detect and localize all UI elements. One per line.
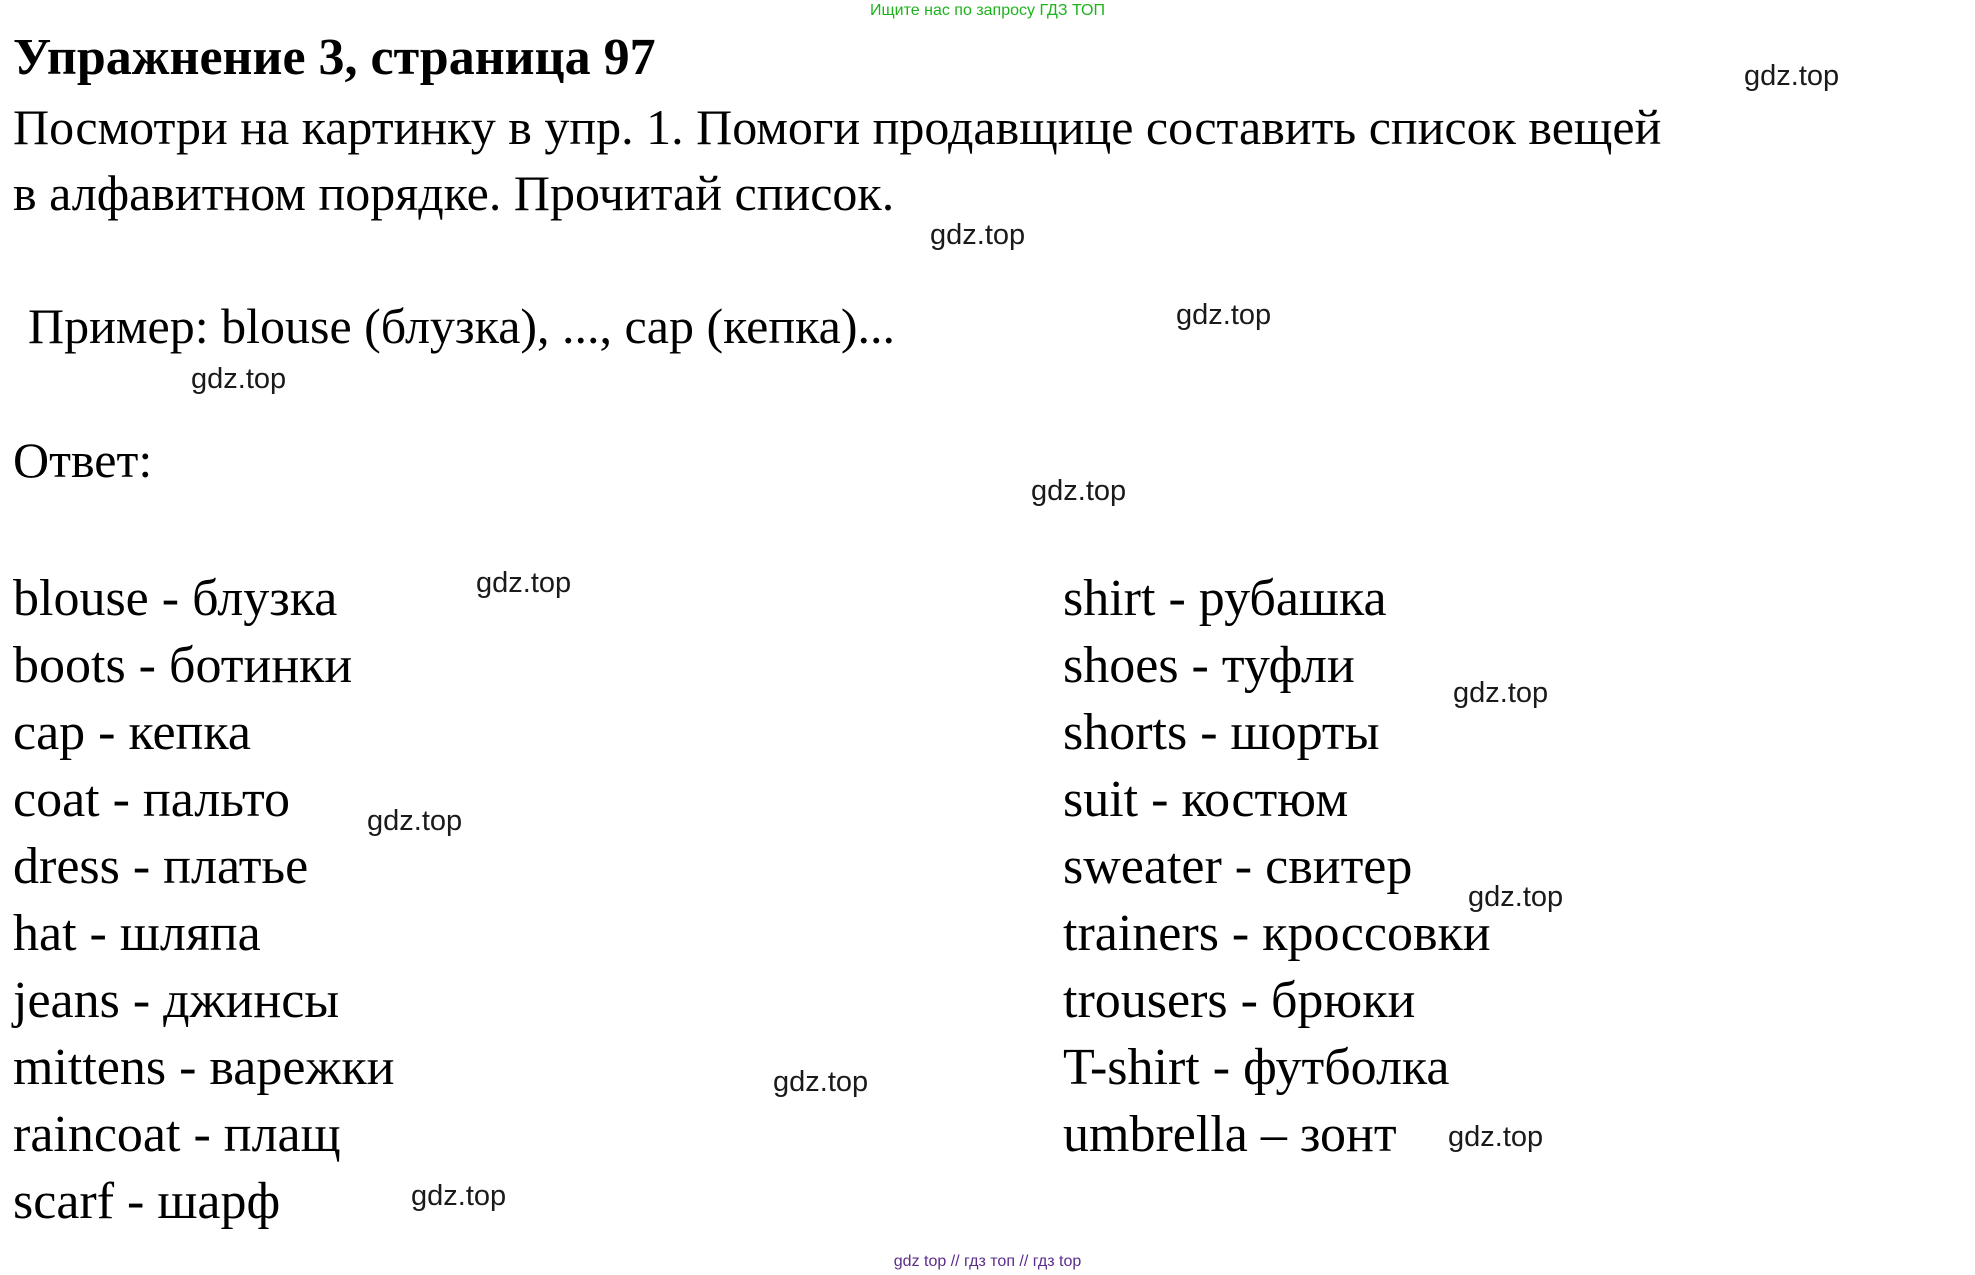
list-item: trainers - кроссовки: [1063, 905, 1491, 962]
example-text: Пример: blouse (блузка), ..., cap (кепка)...: [28, 298, 895, 354]
list-item: shirt - рубашка: [1063, 570, 1387, 627]
watermark: gdz.top: [191, 363, 287, 395]
watermark: gdz.top: [1744, 60, 1840, 92]
watermark: gdz.top: [411, 1180, 507, 1212]
list-item: raincoat - плащ: [13, 1106, 341, 1163]
watermark: gdz.top: [1176, 299, 1272, 331]
watermark: gdz.top: [930, 219, 1026, 251]
list-item: blouse - блузка: [13, 570, 338, 627]
watermark: gdz.top: [1031, 475, 1127, 507]
list-item: sweater - свитер: [1063, 838, 1413, 895]
top-banner: Ищите нас по запросу ГДЗ ТОП: [870, 2, 1105, 19]
list-item: shoes - туфли: [1063, 637, 1355, 694]
list-item: mittens - варежки: [13, 1039, 395, 1096]
watermark: gdz.top: [1448, 1121, 1544, 1153]
watermark: gdz.top: [476, 567, 572, 599]
list-item: hat - шляпа: [13, 905, 261, 962]
watermark: gdz.top: [1453, 677, 1549, 709]
list-item: suit - костюм: [1063, 771, 1349, 828]
answer-list-left: [13, 565, 394, 1235]
footer: gdz top // гдз топ // гдз top: [893, 1253, 1082, 1270]
list-item: T-shirt - футболка: [1063, 1039, 1450, 1096]
list-item: trousers - брюки: [1063, 972, 1416, 1029]
exercise-title: Упражнение 3, страница 97: [13, 29, 656, 86]
list-item: umbrella – зонт: [1063, 1106, 1397, 1163]
list-item: dress - платье: [13, 838, 309, 895]
answer-list-right: [1063, 565, 1491, 1168]
list-item: boots - ботинки: [13, 637, 353, 694]
answer-label: Ответ:: [13, 432, 153, 488]
watermark: gdz.top: [367, 805, 463, 837]
list-item: scarf - шарф: [13, 1173, 281, 1230]
list-item: shorts - шорты: [1063, 704, 1380, 761]
list-item: jeans - джинсы: [13, 972, 340, 1029]
watermark: gdz.top: [773, 1066, 869, 1098]
watermark: gdz.top: [1468, 881, 1564, 913]
list-item: coat - пальто: [13, 771, 291, 828]
task-text: [13, 94, 1973, 226]
task-line: в алфавитном порядке. Прочитай список.: [13, 165, 895, 221]
list-item: cap - кепка: [13, 704, 251, 761]
task-line: Посмотри на картинку в упр. 1. Помоги продавщице составить список вещей: [13, 99, 1662, 155]
